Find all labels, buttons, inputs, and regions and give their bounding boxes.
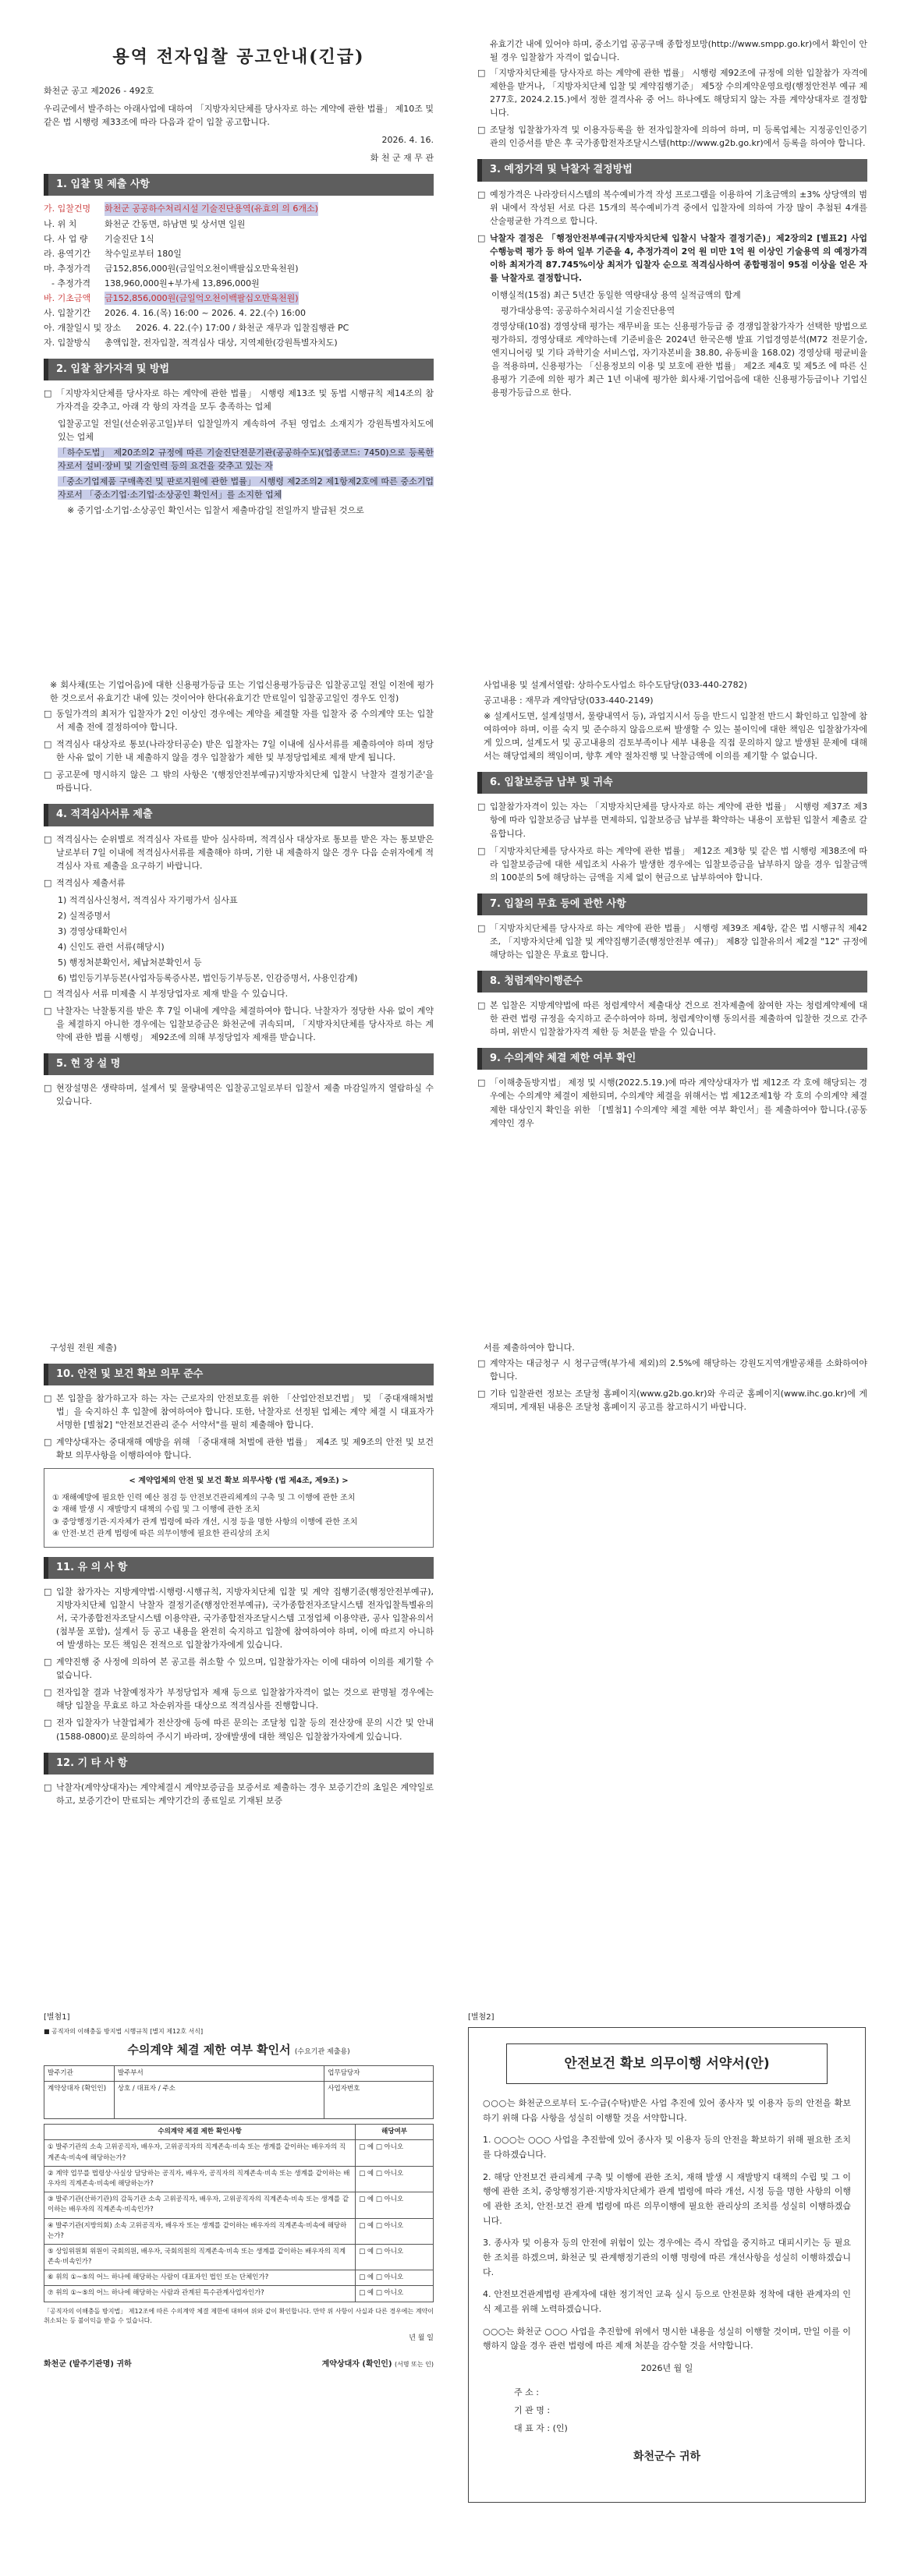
eligibility-item: □ 조달청 입찰참가자격 및 이용자등록을 한 전자입찰자에 의하여 하며, 미 등록업체는 지정공인인증기관의 인증서를 받은 후 국가종합전자조달시스템(http://www.g2b.go.kr)에서 등록을 하여야 합니다. (477, 123, 867, 150)
page3-left-column (44, 1341, 434, 1811)
credit-note: ※ 회사채(또는 기업어음)에 대한 신용평가등급 또는 기업신용평가등급은 입찰공고일 전일 이전에 평가한 것으로서 유효기간 내에 있는 것이어야 한다(유효기간 만료일이 입찰공고일인 경우도 인정) (50, 680, 434, 704)
section-8-heading: 8. 청렴계약이행준수 (477, 971, 867, 993)
bid-item-base-price: 바. 기초금액 금152,856,000원(금일억오천이백팔십오만육천원) (44, 292, 434, 305)
review-note: ※ 설계서도면, 설계설명서, 물량내역서 등), 과업지시서 등을 반드시 입찰전 반드시 확인하고 입찰에 참여하여야 하며, 이를 숙지 및 준수하지 않음으로써 발생할 수 있는 불이익에 대한 책임은 입찰참가자에게 있으며, 설계도서 및 공고내용의 검토부족이나 세부 내용을 직접 문의하지 않고 발생된 문제에 대해서는 해당업체의 책임이며, 향후 계약 절차진행 및 낙찰금액에 이의를 제기할 수 없습니다. (484, 711, 867, 762)
document-list-item: 2) 실적증명서 (58, 910, 111, 921)
safety-item: □ 본 입찰을 참가하고자 하는 자는 근로자의 안전보호를 위한 「산업안전보건법」 및 「중대재해처벌법」을 숙지하신 후 입찰에 참여하여야 합니다. 또한, 낙찰자로 선정된 업체는 계약 체결 시 대표자가 서명한 [별첨2] "안전보건관리 준수 서약서"를 필히 제출해야 합니다. (44, 1392, 434, 1431)
pledge-paragraph: ○○○는 화천군으로부터 도·수급(수탁)받은 사업 추진에 있어 종사자 및 이용자 등의 안전을 확보하기 위해 다음 사항을 성실히 이행할 것을 서약합니다. (483, 2097, 851, 2123)
form-footnote: 「공직자의 이해충돌 방지법」 제12조에 따른 수의계약 체결 제한에 대하여 위와 같이 확인합니다. 만약 위 사항이 사실과 다른 경우에는 계약이 취소되는 등 불이익을 받을 수 있습니다. (44, 2307, 434, 2324)
check-answer[interactable]: □ 예 □ 아니오 (356, 2140, 434, 2166)
attachment-2-form (468, 2012, 866, 2511)
form-info-table (44, 2065, 434, 2119)
bid-item-method: 자. 입찰방식 총액입찰, 전자입찰, 적격심사 대상, 지역제한(강원특별자치도) (44, 337, 338, 348)
bid-item-location: 나. 위 치 화천군 간동면, 하남면 및 상서면 일원 (44, 218, 246, 229)
form-check-table (44, 2124, 434, 2302)
form-signer: 계약상대자 (확인인) (서명 또는 인) (321, 2360, 434, 2369)
pledge-paragraph: 1. ○○○는 ○○○ 사업을 추진함에 있어 종사자 및 이용자 등의 안전을 확보하기 위해 필요한 조치를 다하겠습니다. (483, 2135, 851, 2160)
safety-obligation: ④ 안전·보건 관계 법령에 따른 의무이행에 필요한 관리상의 조치 (52, 1530, 271, 1539)
section-3-heading: 3. 예정가격 및 낙찰자 결정방법 (477, 159, 867, 181)
document-list-item: 3) 경영상태확인서 (58, 925, 128, 936)
qualification-item: □ 낙찰자는 낙찰통지를 받은 후 7일 이내에 계약을 체결하여야 합니다. 낙찰자가 정당한 사유 없이 계약을 체결하지 아니한 경우에는 입찰보증금은 화천군에 귀속되며, 「지방자치단체를 당사자로 하는 계약에 관한 법률 시행령」 제92조에 의해 부정당업자 제재를 받습니다. (44, 1004, 434, 1044)
document-list-item: 6) 법인등기부등본(사업자등록증사본, 법인등기부등본, 인감증명서, 사용인감계) (58, 972, 358, 983)
check-question: ⑤ 상임위원회 위원이 국회의원, 배우자, 국회의원의 직계존속·비속 또는 생계를 같이하는 배우자의 직계존속·비속인가? (44, 2244, 356, 2270)
notice-page-3 (0, 1325, 911, 1941)
qualification-item: □ 적격심사 서류 미제출 시 부정당업자로 제재 받을 수 있습니다. (44, 987, 434, 1000)
safety-obligation: ② 재해 발생 시 재발방지 대책의 수립 및 그 이행에 관한 조치 (52, 1506, 261, 1515)
notice-issuer: 화 천 군 재 무 관 (370, 153, 434, 164)
check-question: ⑦ 위의 ①~⑤의 어느 하나에 해당하는 사람과 관계된 특수관계사업자인가? (44, 2286, 356, 2302)
check-question: ⑥ 위의 ①~⑤의 어느 하나에 해당하는 사람이 대표자인 법인 또는 단체인가? (44, 2270, 356, 2286)
section-4-heading: 4. 적격심사서류 제출 (44, 804, 434, 826)
eligibility-sub-item: 입찰공고일 전일(선순위공고일)부터 입찰일까지 계속하여 주된 영업소 소재지가 강원특별자치도에 있는 업체 (58, 419, 434, 443)
caution-item: □ 전자 입찰자가 낙찰업체가 전산장애 등에 따른 문의는 조달청 입찰 등의 전산장애 문의 시간 및 안내(1588-0800)로 문의하여 주시기 바라며, 장애발생에 대한 책임은 입찰참가자에게 있습니다. (44, 1716, 434, 1743)
caution-item: □ 입찰 참가자는 지방계약법·시행령·시행규칙, 지방자치단체 입찰 및 계약 집행기준(행정안전부예규), 지방자치단체 입찰시 낙찰자 결정기준(행정안전부예규), 국가종합전자조달시스템 전자입찰특별유의서, 국가종합전자조달시스템 이용약관, 국가종합전자조달시스템 고정업체 이용약관, 공사 입찰유의서(첨부물 포함), 설계서 등 공고 내용을 완전히 숙지하고 입찰에 참여하여야 하며, 이에 따르지 아니하여 발생하는 모든 책임은 전적으로 입찰참가자에게 있습니다. (44, 1585, 434, 1651)
section-11-heading: 11. 유 의 사 항 (44, 1557, 434, 1579)
carryover-text: 구성원 전원 제출) (50, 1343, 117, 1353)
eligibility-item: □ 「지방자치단체를 당사자로 하는 계약에 관한 법률」 시행령 제13조 및 동법 시행규칙 제14조의 참가자격을 갖추고, 아래 각 항의 자격을 모두 충족하는 업체 (44, 387, 434, 413)
qualification-item: □ 적격심사는 순위별로 적격심사 자료를 받아 심사하며, 적격심사 대상자로 통보를 받은 자는 통보받은 날로부터 7일 이내에 적격심사서류를 제출해야 하며, 기한 내 제출하지 않은 경우 다음 순위자에게 적격심사 자료 제출을 요구하기 바랍니다. (44, 833, 434, 872)
caution-item: □ 전자입찰 결과 낙찰예정자가 부정당업자 제재 등으로 입찰참가자격이 없는 것으로 판명될 경우에는 해당 입찰을 무효로 하고 차순위자를 대상으로 적격심사를 진행합니다. (44, 1686, 434, 1712)
check-table-header: 수의계약 체결 제한 확인사항 (44, 2125, 356, 2140)
pledge-paragraph: 4. 안전보건관계법령 관계자에 대한 정기적인 교육 실시 등으로 안전문화 정착에 대한 관계자의 인식 제고를 위해 노력하겠습니다. (483, 2289, 851, 2315)
check-question: ③ 발주기관(산하기관)의 감독기관 소속 고위공직자, 배우자, 고위공직자의 직계존속·비속 또는 생계를 같이하는 배우자의 직계존속·비속인가? (44, 2192, 356, 2218)
pledge-sign-line: 기 관 명 : (514, 2405, 551, 2416)
document-list-item: 1) 적격심사신청서, 적격심사 자기평가서 심사표 (58, 894, 238, 905)
notice-date: 2026. 4. 16. (381, 135, 434, 146)
notice-number: 화천군 공고 제2026 - 492호 (44, 86, 154, 97)
pricing-item: □ 동일가격의 최저가 입찰자가 2인 이상인 경우에는 계약을 체결할 자를 입찰자 중 수의계약 또는 입찰서 제출 전에 결정하여야 합니다. (44, 707, 434, 734)
check-answer[interactable]: □ 예 □ 아니오 (356, 2218, 434, 2244)
attachment-2-label: [별첨2] (468, 2013, 494, 2022)
safety-obligations-title: < 계약업체의 안전 및 보건 확보 의무사항 (법 제4조, 제9조) > (129, 1477, 349, 1486)
misc-item: □ 낙찰자(계약상대자)는 계약체결시 계약보증금을 보증서로 제출하는 경우 보증기간의 초일은 계약일로 하고, 보증기간이 만료되는 계약기간의 종료일로 기재된 보증 (44, 1781, 434, 1807)
form-date: 년 월 일 (409, 2334, 434, 2343)
form-cell-label: 발주부서 (114, 2066, 324, 2082)
form-header-note: ■ 공직자의 이해충돌 방지법 시행규칙 [별지 제12호 서식] (44, 2027, 204, 2035)
form-cell-label: 발주기관 (44, 2066, 115, 2082)
section-12-heading: 12. 기 타 사 항 (44, 1753, 434, 1775)
pledge-paragraph: 2. 해당 안전보건 관리체계 구축 및 이행에 관한 조치, 재해 발생 시 재발방지 대책의 수립 및 그 이행에 관한 조치, 중앙행정기관·지방자치단체가 관계 법령에 따라 개선, 시정 등을 명한 사항의 이행에 관한 조치, 안전·보건 관계 법령에 따른 의무이행에 필요한 관리상의 조치를 성실히 이행하겠습니다. (483, 2171, 851, 2226)
misc-item: □ 기타 입찰관련 정보는 조달청 홈페이지(www.g2b.go.kr)와 우리군 홈페이지(www.ihc.go.kr)에 게재되며, 게재된 내용은 조달청 홈페이지 공고를 참고하시기 바랍니다. (477, 1387, 867, 1414)
check-answer[interactable]: □ 예 □ 아니오 (356, 2244, 434, 2270)
pricing-sub-item: 평가대상용역: 공공하수처리시설 기술진단용역 (501, 305, 675, 316)
section-10-heading: 10. 안전 및 보건 확보 의무 준수 (44, 1364, 434, 1385)
attachment-1-form (44, 2012, 434, 2511)
bid-item-estimated-detail: - 추정가격 138,960,000원+부가세 13,896,000원 (51, 278, 260, 288)
deposit-item: □ 「지방자치단체를 당사자로 하는 계약에 관한 법률」 제12조 제3항 및 같은 법 시행령 제38조에 따라 입찰보증금에 대한 세입조치 사유가 발생한 경우에는 입찰보증금을 납부하지 않을 경우 입찰금액의 100분의 5에 해당하는 금액을 지체 없이 현금으로 납부하여야 합니다. (477, 844, 867, 884)
check-answer[interactable]: □ 예 □ 아니오 (356, 2270, 434, 2286)
pledge-sign-line: 대 표 자 : (인) (514, 2423, 568, 2434)
notice-page-2 (0, 663, 911, 1279)
pricing-item: □ 낙찰자 결정은 「행정안전부예규(지방자치단체 입찰시 낙찰자 결정기준)」제2장의2 [별표2] 사업수행능력 평가 등 하여 일부 기준을 4, 추정가격이 2억 원 미만 1억 원 이상인 기술용역 의 예정가격이하 최저가격 87.745%이상 최저가 입찰자 순으로 적격심사하여 종합평점이 95점 이상을 얻은 자를 낙찰자로 결정합니다. (477, 232, 867, 285)
pledge-box (468, 2027, 866, 2503)
form-recipient: 화천군 (발주기관명) 귀하 (44, 2360, 132, 2369)
section-6-heading: 6. 입찰보증금 납부 및 귀속 (477, 772, 867, 794)
pricing-item: □ 공고문에 명시하지 않은 그 밖의 사항은 '(행정안전부예규)지방자치단체 입찰시 낙찰자 결정기준'을 따릅니다. (44, 768, 434, 794)
form-footer (44, 2358, 434, 2371)
integrity-item: □ 본 입찰은 지방계약법에 따른 청렴계약서 제출대상 건으로 전자제출에 참여한 자는 청렴계약제에 대한 관련 법령 규정을 숙지하고 준수하여야 하며, 청렴계약이행 동의서를 제출하여 입찰한 것으로 간주하며, 위반시 입찰참가자격 제한 등 처분을 받을 수 있습니다. (477, 999, 867, 1039)
page2-left-column (44, 678, 434, 1112)
document-title: 용역 전자입찰 공고안내(긴급) (112, 47, 365, 67)
safety-obligation: ③ 중앙행정기관·지자체가 관계 법령에 따라 개선, 시정 등을 명한 사항의 이행에 관한 조치 (52, 1517, 358, 1527)
safety-item: □ 계약상대자는 중대재해 예방을 위해 「중대재해 처벌에 관한 법률」 제4조 및 제9조의 안전 및 보건 확보 의무사항을 이행하여야 합니다. (44, 1435, 434, 1462)
caution-item: □ 계약진행 중 사정에 의하여 본 공고를 취소할 수 있으며, 입찰참가자는 이에 대하여 이의를 제기할 수 없습니다. (44, 1655, 434, 1682)
eligibility-note-cont: 유효기간 내에 있어야 하며, 중소기업 공공구매 종합정보망(http://www.smpp.go.kr)에서 확인이 안 될 경우 입찰참가 자격이 없습니다. (490, 39, 867, 63)
section-1-heading: 1. 입찰 및 제출 사항 (44, 174, 434, 196)
deposit-item: □ 입찰참가자격이 있는 자는 「지방자치단체를 당사자로 하는 계약에 관한 법률」 시행령 제37조 제3항에 따라 입찰보증금 납부를 면제하되, 입찰보증금 납부를 확약하는 내용이 포함된 입찰서 제출로 갈음합니다. (477, 800, 867, 840)
qualification-item: □ 적격심사 제출서류 (44, 876, 434, 890)
form-cell-label: 사업자번호 (324, 2082, 434, 2119)
form-cell-label: 상호 / 대표자 / 주소 (114, 2082, 324, 2119)
bid-item-quantity: 다. 사 업 량 기술진단 1식 (44, 233, 154, 244)
section-1-list (44, 202, 434, 349)
invalid-bid-item: □ 「지방자치단체를 당사자로 하는 계약에 관한 법률」 시행령 제39조 제4항, 같은 법 시행규칙 제42조, 「지방자치단체 입찰 및 계약집행기준(행정안전부 예규)」 제8장 입찰유의서 제2절 "12" 규정에 해당하는 입찰은 무효로 합니다. (477, 922, 867, 961)
notice-page-1 (0, 0, 911, 616)
check-answer[interactable]: □ 예 □ 아니오 (356, 2192, 434, 2218)
check-answer[interactable]: □ 예 □ 아니오 (356, 2286, 434, 2302)
pledge-paragraph: 3. 종사자 및 이용자 등의 안전에 위험이 있는 경우에는 즉시 작업을 중지하고 대피시키는 등 필요한 조치를 하겠으며, 화천군 및 관계행정기관의 이행 명령에 따른 개선사항을 성실히 이행하겠습니다. (483, 2238, 851, 2277)
document-list-item: 5) 행정처분확인서, 체납처분확인서 등 (58, 957, 202, 968)
pledge-paragraph: ○○○는 화천군 ○○○ 사업을 추진함에 위에서 명시한 내용을 성실히 이행할 것이며, 만일 이를 이행하지 않을 경우 관련 법령에 따른 제재 처분을 감수할 것을 서약합니다. (483, 2326, 851, 2351)
safety-obligations-box (44, 1468, 434, 1548)
section-7-heading: 7. 입찰의 무효 등에 관한 사항 (477, 893, 867, 915)
eligibility-sub-item: 「중소기업제품 구매촉진 및 판로지원에 관한 법률」 시행령 제2조의2 제1항제2호에 따른 중소기업자로서 「중소기업·소기업·소상공인 확인서」를 소지한 업체 (58, 476, 434, 501)
site-briefing-item: □ 현장설명은 생략하며, 설계서 및 물량내역은 입찰공고일로부터 입찰서 제출 마감일까지 열람하실 수 있습니다. (44, 1081, 434, 1108)
pricing-item: □ 적격심사 대상자로 통보(나라장터공순) 받은 입찰자는 7일 이내에 심사서류를 제출하여야 하며 정당한 사유 없이 기한 내 제출하지 않을 경우 입찰참가 제한 및 부정당업체로 제재 받게 됩니다. (44, 738, 434, 764)
section-5-heading: 5. 현 장 설 명 (44, 1053, 434, 1075)
page1-right-column (477, 37, 867, 402)
attachment-1-label: [별첨1] (44, 2013, 70, 2022)
private-contract-item: □ 「이해충돌방지법」 제정 및 시행(2022.5.19.)에 따라 계약상대자가 법 제12조 각 호에 해당되는 경우에는 수의계약 체결이 제한되며, 수의계약 체결을 위해서는 법 제12조제1항 각 호의 수의계약 체결 제한 대상인지 확인을 위한 「[별첨1] 수의계약 체결 제한 여부 확인서」를 제출하여야 합니다.(공동계약인 경우 (477, 1076, 867, 1129)
contact-line: 사업내용 및 설계서열람: 상하수도사업소 하수도담당(033-440-2782) (484, 680, 747, 690)
eligibility-item: □ 「지방자치단체를 당사자로 하는 계약에 관한 법률」 시행령 제92조에 규정에 의한 입찰참가 자격에 제한을 받거나, 「지방자치단체 입찰 및 계약집행기준」 제5장 수의계약운영요령(행정안전부 예규 제277호, 2024.2.15.)에서 정한 결격사유 중 어느 하나에도 해당되지 않는 자를 계약상대자로 결정합니다. (477, 66, 867, 119)
section-9-heading: 9. 수의계약 체결 제한 여부 확인 (477, 1048, 867, 1070)
document-list-item: 4) 신인도 관련 서류(해당시) (58, 941, 165, 952)
page1-left-column (44, 0, 434, 520)
check-answer[interactable]: □ 예 □ 아니오 (356, 2166, 434, 2192)
eligibility-sub-item: 「하수도법」 제20조의2 규정에 따른 기술진단전문기관(공공하수도)(업종코드: 7450)으로 등록한 자로서 설비·장비 및 기술인력 등의 요건을 갖추고 있는 자 (58, 448, 434, 472)
notice-intro: 우리군에서 발주하는 아래사업에 대하여 「지방자치단체를 당사자로 하는 계약에 관한 법률」 제10조 및 같은 법 시행령 제33조에 따라 다음과 같이 입찰 공고합니다. (44, 104, 434, 128)
bid-item-name: 가. 입찰건명 화천군 공공하수처리시설 기술진단용역(유효의 의 6개소) (44, 202, 434, 215)
check-question: ② 계약 업무를 법령상·사실상 담당하는 공직자, 배우자, 공직자의 직계존속·비속 또는 생계를 같이하는 배우자의 직계존속·비속에 해당하는가? (44, 2166, 356, 2192)
check-question: ① 발주기관의 소속 고위공직자, 배우자, 고위공직자의 직계존속·비속 또는 생계를 같이하는 배우자의 직계존속·비속에 해당하는가? (44, 2140, 356, 2166)
pledge-title: 안전보건 확보 의무이행 서약서(안) (506, 2043, 828, 2084)
misc-item: □ 계약자는 대금청구 시 청구금액(부가세 제외)의 2.5%에 해당하는 강원도지역개발공채를 소화하여야 합니다. (477, 1357, 867, 1383)
section-2-heading: 2. 입찰 참가자격 및 방법 (44, 359, 434, 380)
pricing-item: □ 예정가격은 나라장터시스템의 복수예비가격 작성 프로그램을 이용하여 기초금액의 ±3% 상당액의 범위 내에서 작성된 서로 다른 15개의 복수예비가격 중에서 입찰자에 의하여 가장 많이 추첨된 4개를 산술평균한 가격으로 합니다. (477, 188, 867, 228)
page3-right-column (477, 1341, 867, 1417)
page2-right-column (477, 678, 867, 1134)
carryover-text: 서를 제출하여야 합니다. (484, 1343, 575, 1353)
pledge-sign-line: 주 소 : (514, 2387, 539, 2398)
check-question: ④ 발주기관(지방의회) 소속 고위공직자, 배우자 또는 생계를 같이하는 배우자의 직계존속·비속에 해당하는가? (44, 2218, 356, 2244)
form-title: 수의계약 체결 제한 여부 확인서 (수요기관 제출용) (127, 2042, 350, 2057)
contact-line: 공고내용 : 재무과 계약담당(033-440-2149) (484, 695, 654, 706)
pricing-sub-item: 이행실적(15점) 최근 5년간 동일한 역량대상 용역 실적금액의 합계 (491, 289, 741, 300)
bid-item-bid-period: 사. 입찰기간 2026. 4. 16.(목) 16:00 ~ 2026. 4. 22.(수) 16:00 (44, 307, 306, 318)
pledge-date: 2026년 월 일 (640, 2363, 693, 2374)
eligibility-note: ※ 중기업·소기업·소상공인 확인서는 입찰서 제출마감일 전일까지 발급된 것으로 (67, 505, 364, 516)
pricing-sub-item: 경영상태(10점) 경영상태 평가는 재무비율 또는 신용평가등급 중 경쟁입찰참가자가 선택한 방법으로 평가하되, 경영상태로 계약하는데 기준비율은 2024년 한국은행 발표 기업경영분석(M72 전문기술, 엔지니어링 및 기타 과학기술 서비스업, 자기자본비율 38.80, 유동비율 168.02) 경영상태 평균비율을 적용하며, 신용평가는 「신용정보의 이용 및 보호에 관한 법률」 제2조 제4호 및 제5조 에 따른 신용평가 기준에 의한 평가 최근 1년 이내에 평가한 회사채·기업어음에 대한 신용평가등급이나 기업신용평가등급으로 한다. (491, 320, 867, 398)
safety-obligation: ① 재해예방에 필요한 인력 예산 점검 등 안전보건관리체계의 구축 및 그 이행에 관한 조치 (52, 1493, 356, 1502)
check-table-header: 해당여부 (356, 2125, 434, 2140)
form-cell-label: 계약상대자 (확인인) (44, 2082, 115, 2119)
pledge-recipient: 화천군수 귀하 (633, 2450, 701, 2464)
form-cell-label: 업무담당자 (324, 2066, 434, 2082)
bid-item-period: 라. 용역기간 착수일로부터 180일 (44, 248, 182, 259)
bid-item-opening: 아. 개찰일시 및 장소 2026. 4. 22.(수) 17:00 / 화천군 재무과 입찰집행관 PC (44, 322, 349, 333)
bid-item-estimated-price: 마. 추정가격 금152,856,000원(금일억오천이백팔십오만육천원) (44, 263, 299, 274)
